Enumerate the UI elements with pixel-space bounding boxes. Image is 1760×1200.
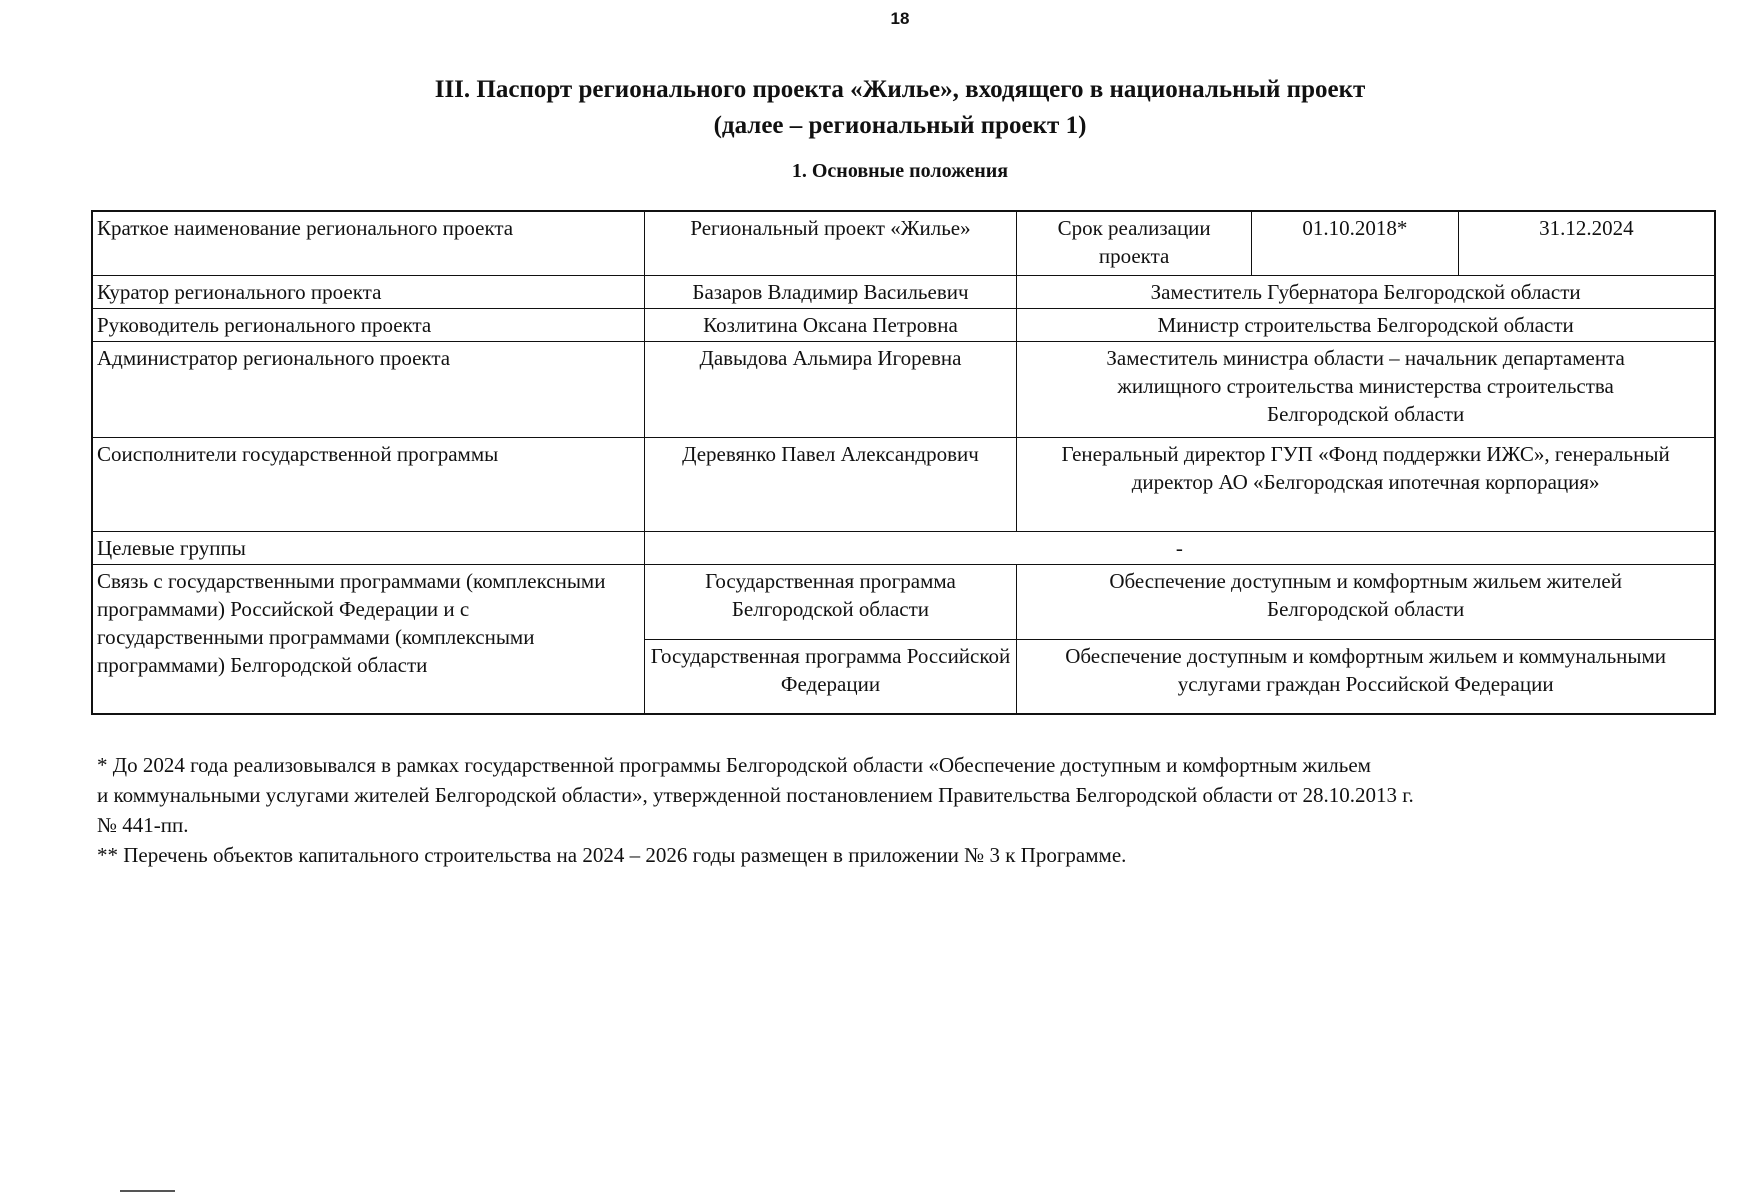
section-subtitle: 1. Основные положения: [791, 160, 1009, 182]
coexecutors-name: Деревянко Павел Александрович: [644, 437, 1017, 531]
head-name: Козлитина Оксана Петровна: [644, 308, 1017, 341]
period-end: 31.12.2024: [1458, 211, 1715, 275]
table-row-head: [92, 308, 1715, 341]
administrator-position: Заместитель министра области – начальник департамента жилищного строительства министерства строительства Белгородской области: [1017, 341, 1715, 437]
head-position: Министр строительства Белгородской области: [1017, 308, 1715, 341]
head-label: Руководитель регионального проекта: [92, 308, 644, 341]
administrator-name: Давыдова Альмира Игоревна: [644, 341, 1017, 437]
program-2-type: Государственная программа Российской Федерации: [644, 639, 1017, 714]
period-start: 01.10.2018*: [1251, 211, 1458, 275]
scan-artifact-line: [120, 1190, 175, 1192]
table-row-target-groups: [92, 531, 1715, 564]
curator-name: Базаров Владимир Васильевич: [644, 275, 1017, 308]
program-2-name: Обеспечение доступным и комфортным жильем и коммунальными услугами граждан Российской Федерации: [1017, 639, 1715, 714]
footnote-2: ** Перечень объектов капитального строительства на 2024 – 2026 годы размещен в приложении № 3 к Программе.: [97, 843, 1127, 867]
target-groups-label: Целевые группы: [92, 531, 644, 564]
coexecutors-label: Соисполнители государственной программы: [92, 437, 644, 531]
footnotes: [97, 750, 1657, 870]
page-title-line-1: III. Паспорт регионального проекта «Жилье», входящего в национальный проект: [434, 76, 1366, 103]
curator-label: Куратор регионального проекта: [92, 275, 644, 308]
period-label: Срок реализации проекта: [1017, 211, 1252, 275]
target-groups-value: -: [644, 531, 1715, 564]
footnote-1: [97, 750, 1657, 840]
page-number: 18: [890, 9, 910, 28]
table-row-administrator: [92, 341, 1715, 437]
short-name-label: Краткое наименование регионального проекта: [92, 211, 644, 275]
footnote-1-line-3: № 441-пп.: [97, 813, 189, 837]
program-1-type: Государственная программа Белгородской области: [644, 564, 1017, 639]
table-row-curator: [92, 275, 1715, 308]
table-row-short-name: [92, 211, 1715, 275]
administrator-label: Администратор регионального проекта: [92, 341, 644, 437]
table-row-coexecutors: [92, 437, 1715, 531]
links-label: Связь с государственными программами (комплексными программами) Российской Федерации и с государственными программами (комплексными программами) Белгородской области: [92, 564, 644, 714]
program-1-name: Обеспечение доступным и комфортным жильем жителей Белгородской области: [1017, 564, 1715, 639]
coexecutors-position: Генеральный директор ГУП «Фонд поддержки ИЖС», генеральный директор АО «Белгородская ипотечная корпорация»: [1017, 437, 1715, 531]
page-title: [0, 72, 1760, 144]
short-name-value: Региональный проект «Жилье»: [644, 211, 1017, 275]
project-passport-table: [91, 210, 1716, 715]
page-title-line-2: (далее – региональный проект 1): [713, 112, 1087, 139]
footnote-1-line-1: * До 2024 года реализовывался в рамках государственной программы Белгородской области «Обеспечение доступным и комфортным жильем: [97, 753, 1371, 777]
footnote-1-line-2: и коммунальными услугами жителей Белгородской области», утвержденной постановлением Правительства Белгородской области от 28.10.2013 г.: [97, 783, 1414, 807]
table-row-links-1: [92, 564, 1715, 639]
curator-position: Заместитель Губернатора Белгородской области: [1017, 275, 1715, 308]
